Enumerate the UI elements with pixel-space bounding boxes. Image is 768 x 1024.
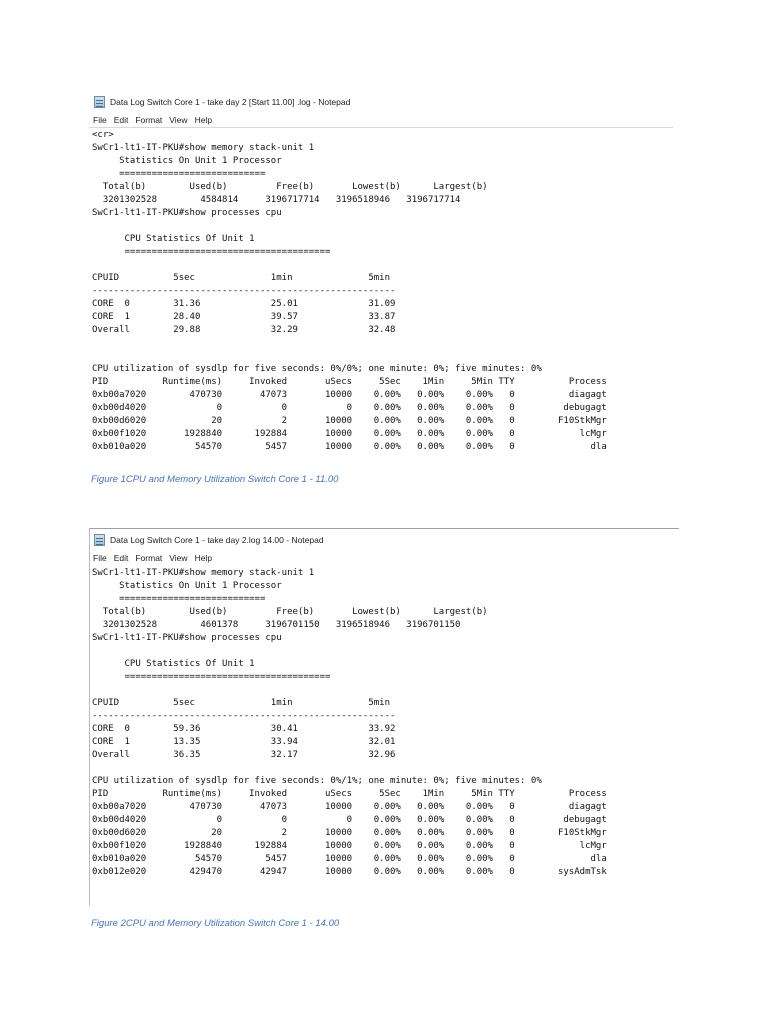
console-line: CORE 0 59.36 30.41 33.92 [92, 724, 396, 734]
menu-bar [89, 113, 215, 127]
console-line: ====================================== [92, 247, 331, 257]
console-line: Overall 29.88 32.29 32.48 [92, 325, 396, 335]
menu-format[interactable]: Format [135, 553, 163, 563]
console-line: CPUID 5sec 1min 5min [92, 273, 391, 283]
console-line: =========================== [92, 169, 266, 179]
notepad-screenshot-1 [89, 91, 673, 462]
console-line: PID Runtime(ms) Invoked uSecs 5Sec 1Min 5Min TTY Process [92, 789, 607, 799]
console-line: CPUID 5sec 1min 5min [92, 698, 391, 708]
figure-caption-2: Figure 2CPU and Memory Utilization Switch Core 1 - 14.00 [91, 918, 340, 929]
console-line: ====================================== [92, 672, 331, 682]
menu-format[interactable]: Format [135, 115, 163, 125]
menu-bar [89, 551, 215, 565]
console-line: 0xb00a7020 470730 47073 10000 0.00% 0.00% 0.00% 0 diagagt [92, 802, 607, 812]
console-line: -------------------------------------------------------- [92, 711, 396, 721]
notepad-screenshot-2 [89, 528, 679, 906]
window-titlebar [89, 531, 679, 549]
figure-caption-1: Figure 1CPU and Memory Utilization Switch Core 1 - 11.00 [91, 474, 339, 485]
console-line: CORE 1 28.40 39.57 33.87 [92, 312, 396, 322]
console-line: =========================== [92, 594, 266, 604]
console-line: 0xb010a020 54570 5457 10000 0.00% 0.00% 0.00% 0 dla [92, 854, 607, 864]
console-line: Statistics On Unit 1 Processor [92, 156, 282, 166]
console-line: CPU utilization of sysdlp for five seconds: 0%/0%; one minute: 0%; five minutes: 0% [92, 364, 542, 374]
console-line: 0xb00d6020 20 2 10000 0.00% 0.00% 0.00% 0 F10StkMgr [92, 828, 607, 838]
console-line: CPU Statistics Of Unit 1 [92, 659, 255, 669]
window-border-top [89, 528, 679, 529]
console-line: Statistics On Unit 1 Processor [92, 581, 282, 591]
console-line: SwCr1-lt1-IT-PKU#show processes cpu [92, 633, 282, 643]
notepad-icon [94, 96, 105, 108]
menu-view[interactable]: View [169, 553, 188, 563]
notepad-icon [94, 534, 105, 546]
menu-view[interactable]: View [169, 115, 188, 125]
console-line: SwCr1-lt1-IT-PKU#show memory stack-unit 1 [92, 568, 315, 578]
console-line: 0xb00d4020 0 0 0 0.00% 0.00% 0.00% 0 debugagt [92, 815, 607, 825]
menu-divider [89, 127, 673, 128]
window-title: Data Log Switch Core 1 - take day 2 [Start 11.00] .log - Notepad [110, 97, 351, 107]
console-line: 3201302528 4584814 3196717714 3196518946 3196717714 [92, 195, 461, 205]
console-line: 0xb010a020 54570 5457 10000 0.00% 0.00% 0.00% 0 dla [92, 442, 607, 452]
console-line: <cr> [92, 130, 114, 140]
console-text [92, 129, 607, 454]
menu-edit[interactable]: Edit [113, 115, 129, 125]
console-line: 0xb00a7020 470730 47073 10000 0.00% 0.00% 0.00% 0 diagagt [92, 390, 607, 400]
menu-help[interactable]: Help [194, 115, 213, 125]
console-line: 0xb00d6020 20 2 10000 0.00% 0.00% 0.00% 0 F10StkMgr [92, 416, 607, 426]
menu-edit[interactable]: Edit [113, 553, 129, 563]
console-line: SwCr1-lt1-IT-PKU#show processes cpu [92, 208, 282, 218]
console-line: Overall 36.35 32.17 32.96 [92, 750, 396, 760]
console-line: SwCr1-lt1-IT-PKU#show memory stack-unit 1 [92, 143, 315, 153]
console-line: 0xb012e020 429470 42947 10000 0.00% 0.00% 0.00% 0 sysAdmTsk [92, 867, 607, 877]
menu-file[interactable]: File [93, 553, 107, 563]
console-line: CORE 1 13.35 33.94 32.01 [92, 737, 396, 747]
window-border-left [89, 528, 90, 906]
console-line: CORE 0 31.36 25.01 31.09 [92, 299, 396, 309]
console-line: Total(b) Used(b) Free(b) Lowest(b) Largest(b) [92, 182, 488, 192]
menu-file[interactable]: File [93, 115, 107, 125]
console-text [92, 567, 607, 879]
console-line: 0xb00f1020 1928840 192884 10000 0.00% 0.00% 0.00% 0 lcMgr [92, 841, 607, 851]
console-line: CPU utilization of sysdlp for five seconds: 0%/1%; one minute: 0%; five minutes: 0% [92, 776, 542, 786]
window-title: Data Log Switch Core 1 - take day 2.log 14.00 - Notepad [110, 535, 324, 545]
console-line: 3201302528 4601378 3196701150 3196518946 3196701150 [92, 620, 461, 630]
console-line: PID Runtime(ms) Invoked uSecs 5Sec 1Min 5Min TTY Process [92, 377, 607, 387]
window-titlebar [89, 93, 673, 111]
console-line: CPU Statistics Of Unit 1 [92, 234, 255, 244]
console-line: 0xb00f1020 1928840 192884 10000 0.00% 0.00% 0.00% 0 lcMgr [92, 429, 607, 439]
console-line: -------------------------------------------------------- [92, 286, 396, 296]
menu-help[interactable]: Help [194, 553, 213, 563]
console-line: Total(b) Used(b) Free(b) Lowest(b) Largest(b) [92, 607, 488, 617]
console-line: 0xb00d4020 0 0 0 0.00% 0.00% 0.00% 0 debugagt [92, 403, 607, 413]
